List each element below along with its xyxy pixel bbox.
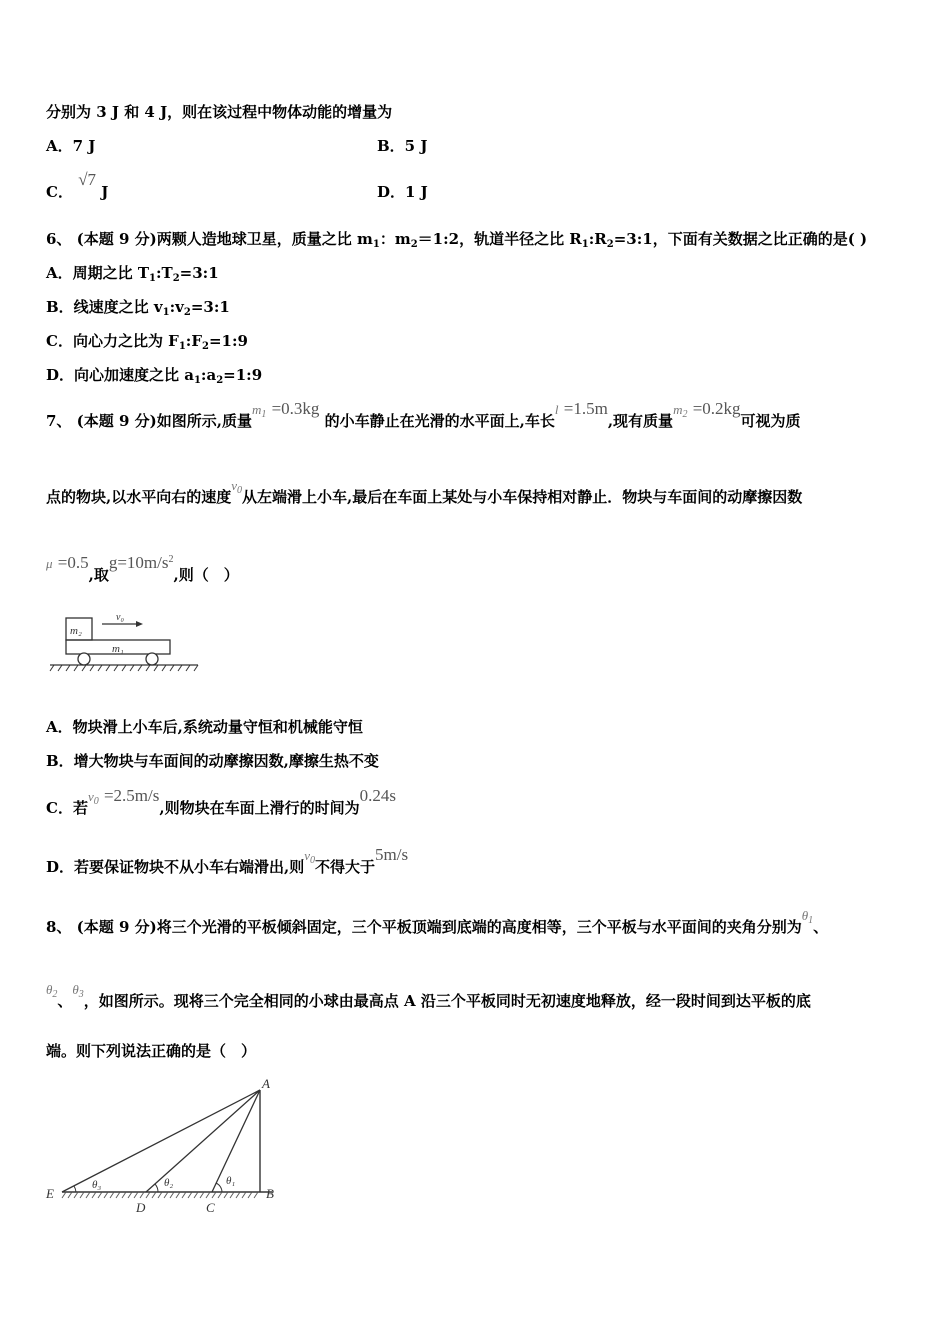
- q7-option-a: A．物块滑上小车后,系统动量守恒和机械能守恒: [46, 718, 363, 736]
- q6-stem-pre: 6、 (本题 9 分)两颗人造地球卫星，质量之比 m: [46, 230, 373, 248]
- q8-stem-line1: [46, 908, 829, 943]
- q8-label-C: C: [206, 1200, 215, 1215]
- q6-b-mid: :v: [169, 298, 184, 316]
- q6-option-d: [46, 365, 262, 391]
- q6-sub: 1: [193, 375, 201, 386]
- q7-option-c: [46, 786, 396, 824]
- q8-plane-AC: [212, 1090, 260, 1192]
- q7-m2-sub: 2: [682, 409, 688, 420]
- q7-s3a: ,取: [88, 566, 109, 584]
- q7-wheel-right: [146, 653, 158, 665]
- q6-d-pre: D．向心加速度之比 a: [46, 366, 194, 384]
- q8-comma: 、: [813, 918, 829, 936]
- q7-l-val: =1.5m: [563, 399, 608, 418]
- q7-s1d: 可视为质: [740, 412, 801, 430]
- q6-b-pre: B．线速度之比 v: [46, 298, 163, 316]
- q8-arc-theta2: [155, 1184, 158, 1192]
- q6-sub: 1: [178, 341, 186, 352]
- q6-sub: 2: [410, 239, 418, 250]
- q7-l-var: l: [554, 402, 559, 417]
- q7-m2-formula: [673, 400, 740, 418]
- q6-b-post: =3:1: [190, 298, 230, 316]
- q6-sub: 2: [216, 375, 224, 386]
- q5-options-row1: [46, 136, 428, 156]
- q7-d-v0-formula: [304, 846, 315, 864]
- q7-d-val: 5m/s: [375, 845, 409, 864]
- q8-comma: 、: [57, 992, 73, 1010]
- q7-mu-formula: [46, 554, 89, 572]
- q7-s1b: 的小车静止在光滑的水平面上,车长: [324, 412, 555, 430]
- q7-arrow-head: [136, 621, 143, 627]
- q7-v0-formula: [231, 476, 242, 494]
- q5-option-b: B．5 J: [377, 137, 428, 155]
- q7-s1a: 7、 (本题 9 分)如图所示,质量: [46, 412, 252, 430]
- q7-c-time: 0.24s: [359, 786, 396, 805]
- q6-sub: 2: [606, 239, 614, 250]
- q7-wheel-left: [78, 653, 90, 665]
- q5-option-c: [46, 170, 109, 201]
- q8-label-theta2: θ₂: [164, 1177, 174, 1189]
- q6-sub: 1: [162, 307, 170, 318]
- q8-arc-theta3: [74, 1186, 76, 1192]
- q5-option-d: D．1 J: [377, 183, 428, 201]
- q7-d-v0-sub: 0: [310, 855, 316, 866]
- q6-d-post: =1:9: [223, 366, 263, 384]
- q6-sub: 1: [149, 273, 156, 284]
- q6-c-pre: C．向心力之比为 F: [46, 332, 179, 350]
- q7-c-v0-var: v: [87, 789, 94, 804]
- q8-label-B: B: [266, 1186, 274, 1201]
- q8-theta2: [46, 980, 57, 998]
- q8-label-A: A: [262, 1076, 270, 1091]
- q8-s2: ，如图所示。现将三个完全相同的小球由最高点 A 沿三个平板同时无初速度地释放，经一段时间到达平板的底: [83, 992, 811, 1010]
- q6-a-mid: :T: [156, 264, 173, 282]
- q8-theta-var: θ: [46, 982, 53, 997]
- q6-sub: 2: [183, 307, 191, 318]
- q7-g-formula: [109, 554, 174, 572]
- q7-stem-line1: [46, 399, 801, 437]
- q7-label-m2: m₂: [70, 625, 82, 637]
- q5-option-c-label: C．: [46, 183, 73, 201]
- q7-ground-hatch: [50, 665, 198, 671]
- q7-s1c: ,现有质量: [607, 412, 674, 430]
- q6-option-a: [46, 263, 219, 289]
- q8-theta1: [802, 906, 813, 924]
- q6-sub: 2: [172, 273, 180, 284]
- q8-theta-var: θ: [72, 982, 79, 997]
- q7-mu-val: =0.5: [57, 553, 89, 572]
- q5-option-c-unit: J: [101, 183, 109, 201]
- q7-m1-val: =0.3kg: [271, 399, 320, 418]
- q8-s1: 8、 (本题 9 分)将三个光滑的平板倾斜固定，三个平板顶端到底端的高度相等，三个平板与水平面间的夹角分别为: [46, 918, 802, 936]
- q8-ground-hatch: [62, 1192, 258, 1198]
- q7-m2-val: =0.2kg: [692, 399, 741, 418]
- q8-stem-line3: 端。则下列说法正确的是（ ）: [46, 1042, 257, 1060]
- q6-stem-mid1: ：m: [379, 230, 411, 248]
- q6-option-c: [46, 331, 248, 357]
- q7-s2b: 从左端滑上小车,最后在车面上某处与小车保持相对静止．物块与车面间的动摩擦因数: [242, 488, 803, 506]
- q6-sub: 2: [201, 341, 209, 352]
- q7-option-b: B．增大物块与车面间的动摩擦因数,摩擦生热不变: [46, 752, 379, 770]
- q7-label-m1: m₁: [112, 643, 124, 655]
- q5-stem-text: 分别为 3 J 和 4 J，则在该过程中物体动能的增量为: [46, 103, 393, 121]
- q6-d-mid: :a: [200, 366, 217, 384]
- q7-c-mid: ,则物块在车面上滑行的时间为: [159, 799, 360, 817]
- q6-sub: 1: [581, 239, 589, 250]
- q6-stem-mid3: :R: [588, 230, 607, 248]
- q8-label-theta1: θ₁: [226, 1175, 236, 1187]
- q7-v0-var: v: [231, 478, 238, 493]
- q8-theta3: [72, 980, 83, 998]
- q7-label-v0: v₀: [116, 612, 124, 623]
- q8-label-theta3: θ₃: [92, 1179, 102, 1191]
- q7-mu-var: μ: [46, 556, 53, 571]
- q6-stem: [46, 229, 867, 255]
- q7-m1-sub: 1: [261, 409, 267, 420]
- q7-d-pre: D．若要保证物块不从小车右端滑出,则: [46, 858, 305, 876]
- q7-l-formula: [555, 400, 608, 418]
- q6-sub: 1: [372, 239, 380, 250]
- q7-c-v0-formula: [88, 787, 159, 805]
- q6-stem-mid2: ＝1:2，轨道半径之比 R: [417, 230, 582, 248]
- q7-c-val: =2.5m/s: [103, 786, 160, 805]
- q7-g-val: g=10m/s: [108, 553, 169, 572]
- q7-stem-line3: [46, 553, 239, 586]
- q7-stem-line2: [46, 478, 803, 513]
- q7-c-v0-sub: 0: [93, 796, 99, 807]
- q7-option-d: [46, 845, 409, 883]
- q8-stem-line2: [46, 982, 811, 1017]
- q7-s2a: 点的物块,以水平向右的速度: [46, 488, 232, 506]
- q8-theta-sub: 2: [52, 989, 58, 1000]
- q6-c-post: =1:9: [208, 332, 248, 350]
- q5-options-row2: [46, 170, 428, 202]
- q6-a-post: =3:1: [179, 264, 219, 282]
- q7-m2-var: m: [673, 402, 683, 417]
- q8-incline-figure: [40, 1072, 290, 1217]
- q7-d-mid: 不得大于: [315, 858, 376, 876]
- q7-c-pre: C．若: [46, 799, 88, 817]
- q5-sqrt7: √7: [78, 170, 97, 189]
- q8-theta-sub: 3: [78, 989, 84, 1000]
- q6-c-mid: :F: [185, 332, 202, 350]
- q8-theta-var: θ: [801, 908, 809, 923]
- q7-s3b: ,则（ ）: [173, 566, 239, 584]
- q8-label-E: E: [46, 1186, 54, 1201]
- q6-a-pre: A．周期之比 T: [46, 264, 150, 282]
- q7-cart-figure: [44, 606, 204, 676]
- q6-option-b: [46, 297, 230, 323]
- q7-m1-formula: [252, 400, 319, 418]
- q5-option-a: A．7 J: [46, 137, 96, 155]
- q7-v0-sub: 0: [237, 485, 243, 496]
- q7-m1-var: m: [251, 402, 262, 417]
- q8-theta-sub: 1: [808, 915, 814, 926]
- q6-stem-post: =3:1，下面有关数据之比正确的是( ): [613, 230, 868, 248]
- q8-label-D: D: [136, 1200, 146, 1215]
- q8-arc-theta1: [216, 1183, 222, 1192]
- q7-d-v0-var: v: [304, 848, 311, 863]
- q5-stem: [46, 102, 392, 122]
- q7-g-sup: 2: [168, 554, 174, 565]
